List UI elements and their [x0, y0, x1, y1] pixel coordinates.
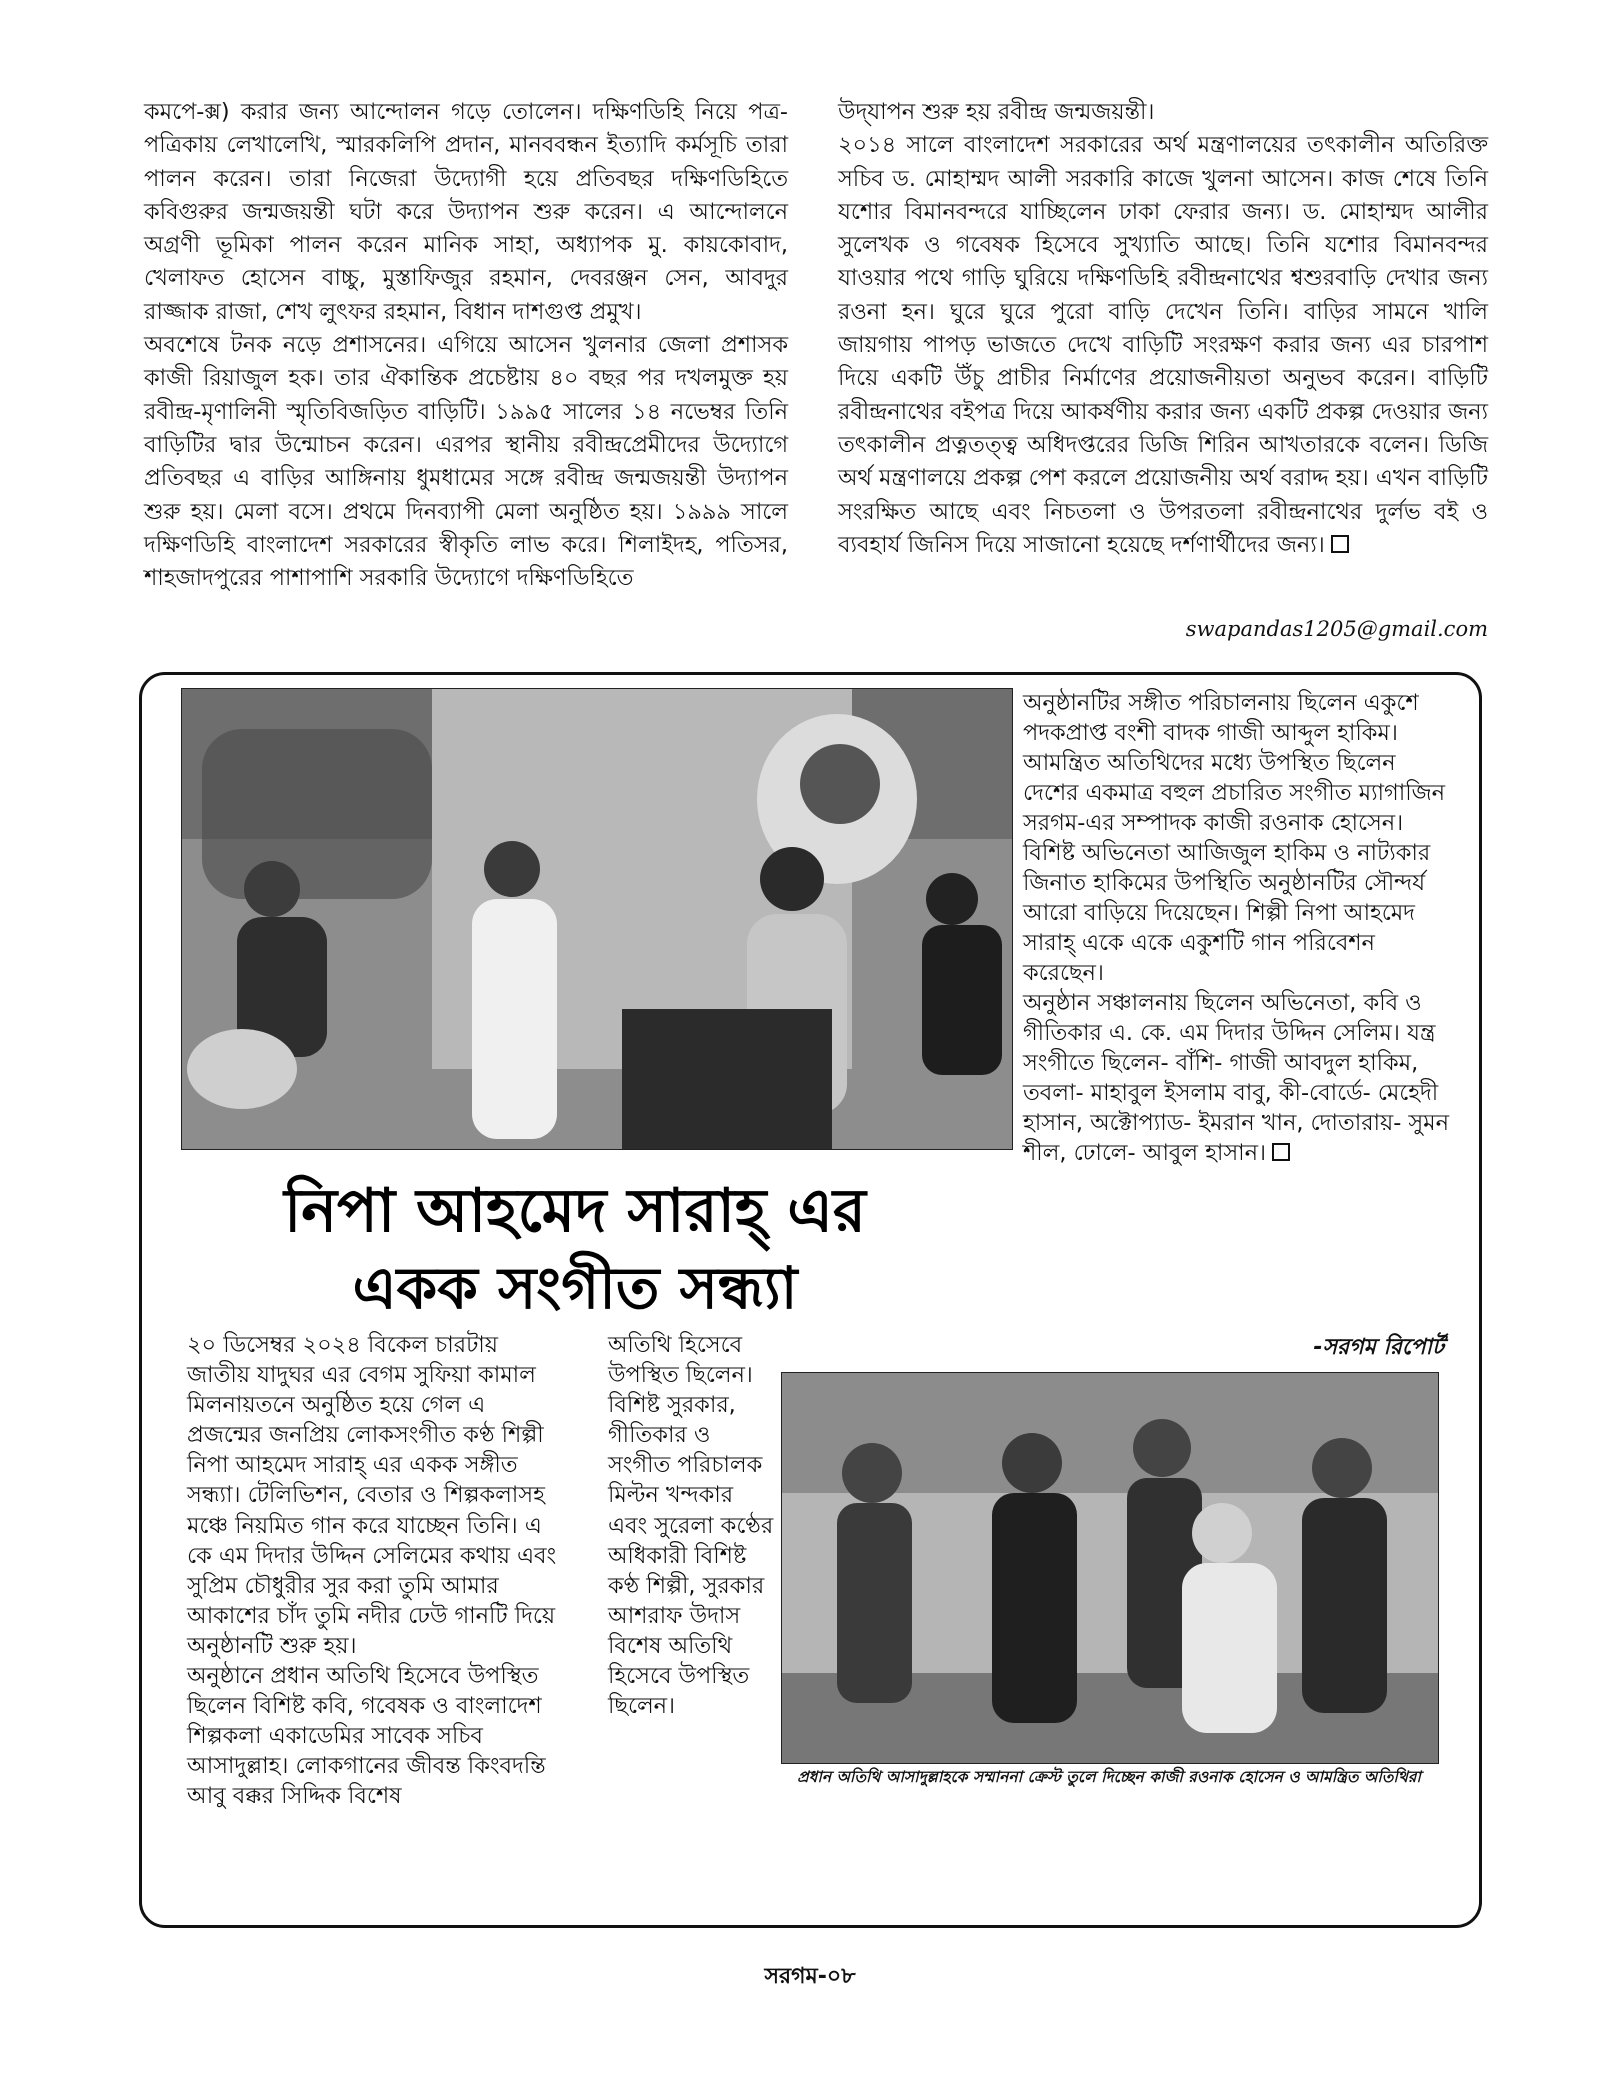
report-credit: -সরগম রিপোর্ট	[1313, 1335, 1444, 1360]
feature-subheadline: একক সংগীত সন্ধ্যা	[352, 1254, 798, 1322]
paragraph: ২০ ডিসেম্বর ২০২৪ বিকেল চারটায় জাতীয় যাদুঘর এর বেগম সুফিয়া কামাল মিলনায়তনে অনুষ্ঠিত হয়ে গেল এ প্রজন্মের জনপ্রিয় লোকসংগীত কণ্ঠ শিল্পী নিপা আহমেদ সারাহ্‌ এর একক সঙ্গীত সন্ধ্যা। টেলিভিশন, বেতার ও শিল্পকলাসহ মঞ্চে নিয়মিত গান করে যাচ্ছেন তিনি। এ কে এম দিদার উদ্দিন সেলিমের কথায় এবং সুপ্রিম চৌধুরীর সুর করা তুমি আমার আকাশের চাঁদ তুমি নদীর ঢেউ গানটি দিয়ে অনুষ্ঠানটি শুরু হয়।	[187, 1332, 557, 1659]
paragraph	[838, 129, 1488, 562]
article-column-right	[838, 96, 1488, 562]
article-column-left	[144, 96, 788, 595]
paragraph: অতিথি হিসেবে উপস্থিত ছিলেন। বিশিষ্ট সুরকার, গীতিকার ও সংগীত পরিচালক মিল্টন খন্দকার এবং সুরেলা কণ্ঠের অধিকারী বিশিষ্ট কণ্ঠ শিল্পী, সুরকার আশরাফ উদাস বিশেষ অতিথি হিসেবে উপস্থিত ছিলেন।	[608, 1332, 774, 1720]
paragraph: অনুষ্ঠানটির সঙ্গীত পরিচালনায় ছিলেন একুশে পদকপ্রাপ্ত বংশী বাদক গাজী আব্দুল হাকিম। আমন্ত্রিত অতিথিদের মধ্যে উপস্থিত ছিলেন দেশের একমাত্র বহুল প্রচারিত সংগীত ম্যাগাজিন সরগম-এর সম্পাদক কাজী রওনাক হোসেন। বিশিষ্ট অভিনেতা আজিজুল হাকিম ও নাট্যকার জিনাত হাকিমের উপস্থিতি অনুষ্ঠানটির সৌন্দর্য আরো বাড়িয়ে দিয়েছেন। শিল্পী নিপা আহমেদ সারাহ্‌ একে একে একুশটি গান পরিবেশন করেছেন।	[1023, 690, 1446, 986]
paragraph: উদ্‌যাপন শুরু হয় রবীন্দ্র জন্মজয়ন্তী।	[838, 99, 1155, 125]
paragraph-text: অনুষ্ঠান সঞ্চালনায় ছিলেন অভিনেতা, কবি ও গীতিকার এ. কে. এম দিদার উদ্দিন সেলিম। যন্ত্র সংগীতে ছিলেন- বাঁশি- গাজী আবদুল হাকিম, তবলা- মাহাবুল ইসলাম বাবু, কী-বোর্ডে- মেহেদী হাসান, অক্টোপ্যাড- ইমরান খান, দোতারায়- সুমন শীল, ঢোলে- আবুল হাসান।	[1023, 990, 1449, 1166]
hollow-square-icon	[1331, 535, 1349, 553]
paragraph-text: ২০১৪ সালে বাংলাদেশ সরকারের অর্থ মন্ত্রণালয়ের তৎকালীন অতিরিক্ত সচিব ড. মোহাম্মদ আলী সরকারি কাজে খুলনা আসেন। কাজ শেষে তিনি যশোর বিমানবন্দরে যাচ্ছিলেন ঢাকা ফেরার জন্য। ড. মোহাম্মদ আলীর সুলেখক ও গবেষক হিসেবে সুখ্যাতি আছে। তিনি যশোর বিমানবন্দর যাওয়ার পথে গাড়ি ঘুরিয়ে দক্ষিণডিহি রবীন্দ্রনাথের শ্বশুরবাড়ি দেখার জন্য রওনা হন। ঘুরে ঘুরে পুরো বাড়ি দেখেন তিনি। বাড়ির সামনে খালি জায়গায় পাপড় ভাজতে দেখে বাড়িটি সংরক্ষণ করার জন্য এর চারপাশ দিয়ে একটি উঁচু প্রাচীর নির্মাণের প্রয়োজনীয়তা অনুভব করেন। বাড়িটি রবীন্দ্রনাথের বইপত্র দিয়ে আকর্ষণীয় করার জন্য একটি প্রকল্প দেওয়ার জন্য তৎকালীন প্রত্নতত্ত্ব অধিদপ্তরের ডিজি শিরিন আখতারকে বলেন। ডিজি অর্থ মন্ত্রণালয়ে প্রকল্প পেশ করলে প্রয়োজনীয় অর্থ বরাদ্দ হয়। এখন বাড়িটি সংরক্ষিত আছে এবং নিচতলা ও উপরতলা রবীন্দ্রনাথের দুর্লভ বই ও ব্যবহার্য জিনিস দিয়ে সাজানো হয়েছে দর্শণার্থীদের জন্য।	[838, 132, 1488, 558]
report-column-middle	[608, 1330, 778, 1721]
concert-photo	[181, 688, 1013, 1150]
page-number: সরগম-০৮	[764, 1964, 856, 1989]
paragraph: কমপে-ক্স) করার জন্য আন্দোলন গড়ে তোলেন। দক্ষিণডিহি নিয়ে পত্র-পত্রিকায় লেখালেখি, স্মারকলিপি প্রদান, মানববন্ধন ইত্যাদি কর্মসূচি তারা পালন করেন। তারা নিজেরা উদ্যোগী হয়ে প্রতিবছর দক্ষিণডিহিতে কবিগুরুর জন্মজয়ন্তী ঘটা করে উদ্যাপন শুরু করেন। এ আন্দোলনে অগ্রণী ভূমিকা পালন করেন মানিক সাহা, অধ্যাপক মু. কায়কোবাদ, খেলাফত হোসেন বাচ্চু, মুস্তাফিজুর রহমান, দেবরঞ্জন সেন, আবদুর রাজ্জাক রাজা, শেখ লুৎফর রহমান, বিধান দাশগুপ্ত প্রমুখ।	[144, 99, 788, 325]
paragraph	[1023, 988, 1453, 1168]
author-email: swapandas1205@gmail.com	[1185, 617, 1488, 641]
paragraph: অবশেষে টনক নড়ে প্রশাসনের। এগিয়ে আসেন খুলনার জেলা প্রশাসক কাজী রিয়াজুল হক। তার ঐকান্তিক প্রচেষ্টায় ৪০ বছর পর দখলমুক্ত হয় রবীন্দ্র-মৃণালিনী স্মৃতিবিজড়িত বাড়িটি। ১৯৯৫ সালের ১৪ নভেম্বর তিনি বাড়িটির দ্বার উন্মোচন করেন। এরপর স্থানীয় রবীন্দ্রপ্রেমীদের উদ্যোগে প্রতিবছর এ বাড়ির আঙ্গিনায় ধুমধামের সঙ্গে রবীন্দ্র জন্মজয়ন্তী উদ্যাপন শুরু হয়। মেলা বসে। প্রথমে দিনব্যাপী মেলা অনুষ্ঠিত হয়। ১৯৯৯ সালে দক্ষিণডিহি বাংলাদেশ সরকারের স্বীকৃতি লাভ করে। শিলাইদহ, পতিসর, শাহজাদপুরের পাশাপাশি সরকারি উদ্যোগে দক্ষিণডিহিতে	[144, 332, 788, 592]
paragraph: অনুষ্ঠানে প্রধান অতিথি হিসেবে উপস্থিত ছিলেন বিশিষ্ট কবি, গবেষক ও বাংলাদেশ শিল্পকলা একাডেমির সাবেক সচিব আসাদুল্লাহ। লোকগানের জীবন্ত কিংবদন্তি আবু বক্কর সিদ্দিক বিশেষ	[187, 1663, 546, 1810]
feature-headline: নিপা আহমেদ সারাহ্‌ এর	[284, 1176, 866, 1246]
photo-caption: প্রধান অতিথি আসাদুল্লাহকে সম্মাননা ক্রেস্ট তুলে দিচ্ছেন কাজী রওনাক হোসেন ও আমন্ত্রিত অতিথিরা	[797, 1768, 1421, 1786]
hollow-square-icon	[1272, 1143, 1290, 1161]
award-photo	[781, 1372, 1439, 1764]
sidebar-column	[1023, 688, 1453, 1168]
report-column-left	[187, 1330, 559, 1812]
